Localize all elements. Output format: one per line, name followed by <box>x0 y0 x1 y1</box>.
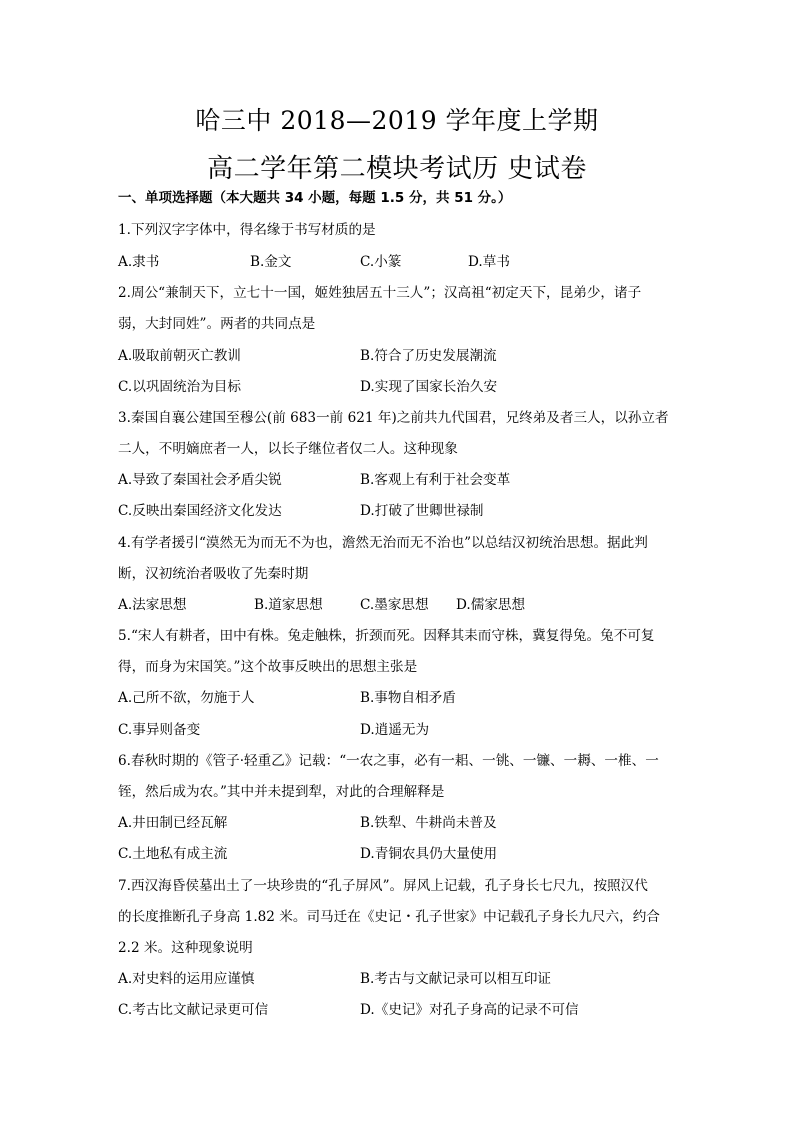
q1-option-b: B.金文 <box>250 254 292 270</box>
q2-option-b: B.符合了历史发展潮流 <box>360 348 497 364</box>
exam-title-line1: 哈三中 2018—2019 学年度上学期 <box>195 106 599 135</box>
q4-option-a: A.法家思想 <box>118 597 187 613</box>
q3-option-d: D.打破了世卿世禄制 <box>360 503 484 519</box>
q4-stem-line2: 断，汉初统治者吸收了先秦时期 <box>118 566 309 582</box>
q6-option-d: D.青铜农具仍大量使用 <box>360 846 498 862</box>
q6-option-b: B.铁犁、牛耕尚未普及 <box>360 815 497 831</box>
q7-option-c: C.考古比文献记录更可信 <box>118 1002 269 1018</box>
q6-stem-line1: 6.春秋时期的《管子·轻重乙》记载：“一农之事，必有一耜、一铫、一镰、一耨、一椎、一 <box>118 753 659 769</box>
q7-option-a: A.对史料的运用应谨慎 <box>118 971 255 987</box>
q4-stem-line1: 4.有学者援引“漠然无为而无不为也，澹然无治而无不治也”以总结汉初统治思想。据此判 <box>118 535 648 551</box>
q7-option-d: D.《史记》对孔子身高的记录不可信 <box>360 1002 579 1018</box>
exam-title-line2: 高二学年第二模块考试历 史试卷 <box>207 154 587 184</box>
q2-option-a: A.吸取前朝灭亡教训 <box>118 348 241 364</box>
q4-option-b: B.道家思想 <box>254 597 323 613</box>
section-heading: 一、单项选择题（本大题共 34 小题，每题 1.5 分，共 51 分。） <box>118 190 512 206</box>
q5-stem-line1: 5.“宋人有耕者，田中有株。兔走触株，折颈而死。因释其耒而守株，冀复得兔。兔不可复 <box>118 628 655 644</box>
q7-stem-line3: 2.2 米。这种现象说明 <box>118 940 253 956</box>
q3-option-a: A.导致了秦国社会矛盾尖锐 <box>118 472 282 488</box>
q5-option-c: C.事异则备变 <box>118 722 201 738</box>
q1-option-c: C.小篆 <box>360 254 402 270</box>
q1-stem-line1: 1.下列汉字字体中，得名缘于书写材质的是 <box>118 222 376 238</box>
q5-stem-line2: 得，而身为宋国笑。”这个故事反映出的思想主张是 <box>118 659 418 675</box>
q4-option-c: C.墨家思想 <box>360 597 429 613</box>
q3-stem-line1: 3.秦国自襄公建国至穆公(前 683一前 621 年)之前共九代国君，兄终弟及者三人，以孙立者 <box>118 410 669 426</box>
q7-stem-line1: 7.西汉海昏侯墓出土了一块珍贵的“孔子屏风”。屏风上记载，孔子身长七尺九，按照汉代 <box>118 878 648 894</box>
q5-option-b: B.事物自相矛盾 <box>360 690 456 706</box>
q7-option-b: B.考古与文献记录可以相互印证 <box>360 971 552 987</box>
q1-option-a: A.隶书 <box>118 254 160 270</box>
q2-option-c: C.以巩固统治为目标 <box>118 379 241 395</box>
q2-stem-line2: 弱，大封同姓”。两者的共同点是 <box>118 316 316 332</box>
q7-stem-line2: 的长度推断孔子身高 1.82 米。司马迁在《史记・孔子世家》中记载孔子身长九尺六，约合 <box>118 909 660 925</box>
q5-option-d: D.逍遥无为 <box>360 722 430 738</box>
q5-option-a: A.己所不欲，勿施于人 <box>118 690 255 706</box>
q3-option-b: B.客观上有利于社会变革 <box>360 472 511 488</box>
q1-option-d: D.草书 <box>468 254 510 270</box>
q6-option-c: C.土地私有成主流 <box>118 846 228 862</box>
q2-stem-line1: 2.周公“兼制天下，立七十一国，姬姓独居五十三人”；汉高祖“初定天下，昆弟少，诸子 <box>118 285 642 301</box>
q2-option-d: D.实现了国家长治久安 <box>360 379 498 395</box>
q4-option-d: D.儒家思想 <box>456 597 526 613</box>
q6-option-a: A.井田制已经瓦解 <box>118 815 228 831</box>
q3-stem-line2: 二人，不明嫡庶者一人，以长子继位者仅二人。这种现象 <box>118 441 458 457</box>
q3-option-c: C.反映出秦国经济文化发达 <box>118 503 282 519</box>
q6-stem-line2: 铚，然后成为农。”其中并未提到犁，对此的合理解释是 <box>118 784 445 800</box>
